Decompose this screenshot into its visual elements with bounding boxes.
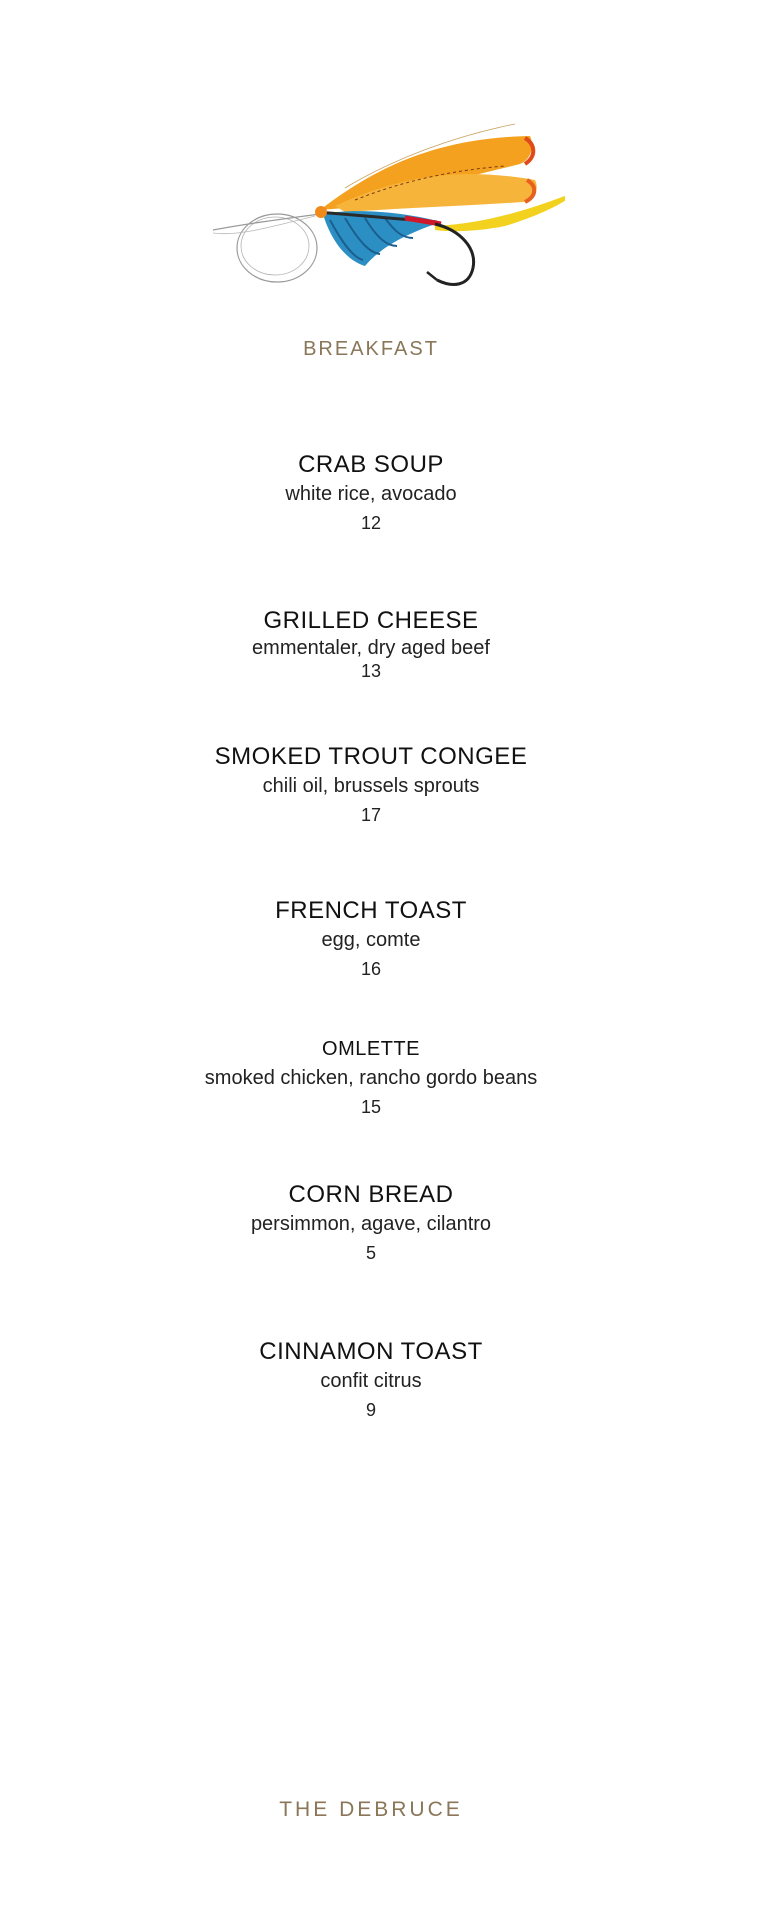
item-price: 17 xyxy=(360,805,382,825)
item-name: FRENCH TOAST xyxy=(275,897,467,924)
item-description: smoked chicken, rancho gordo beans xyxy=(204,1067,538,1089)
item-price: 15 xyxy=(360,1097,382,1117)
item-name: CRAB SOUP xyxy=(298,451,444,478)
item-name: OMLETTE xyxy=(322,1038,420,1060)
item-description: emmentaler, dry aged beef xyxy=(252,637,490,659)
item-description: persimmon, agave, cilantro xyxy=(250,1213,492,1235)
item-description: confit citrus xyxy=(320,1370,422,1392)
menu-item xyxy=(0,606,742,682)
footer-brand: THE DEBRUCE xyxy=(279,1798,463,1821)
item-description: egg, comte xyxy=(321,929,421,951)
item-description: white rice, avocado xyxy=(285,483,457,505)
menu-item xyxy=(0,896,742,982)
item-name: CORN BREAD xyxy=(288,1181,454,1208)
item-price: 5 xyxy=(365,1243,376,1263)
item-name: GRILLED CHEESE xyxy=(263,607,479,634)
section-title: BREAKFAST xyxy=(303,338,439,360)
item-description: chili oil, brussels sprouts xyxy=(262,775,480,797)
item-price: 13 xyxy=(360,661,382,681)
menu-item xyxy=(0,1180,742,1266)
item-price: 16 xyxy=(360,959,382,979)
menu-item xyxy=(0,1034,742,1120)
item-name: SMOKED TROUT CONGEE xyxy=(214,743,528,770)
menu-item xyxy=(0,742,742,828)
menu-item xyxy=(0,1337,742,1423)
fishing-fly-icon xyxy=(205,108,565,298)
item-price: 12 xyxy=(360,513,382,533)
item-price: 9 xyxy=(365,1400,376,1420)
item-name: CINNAMON TOAST xyxy=(259,1338,483,1365)
menu-item xyxy=(0,450,742,536)
